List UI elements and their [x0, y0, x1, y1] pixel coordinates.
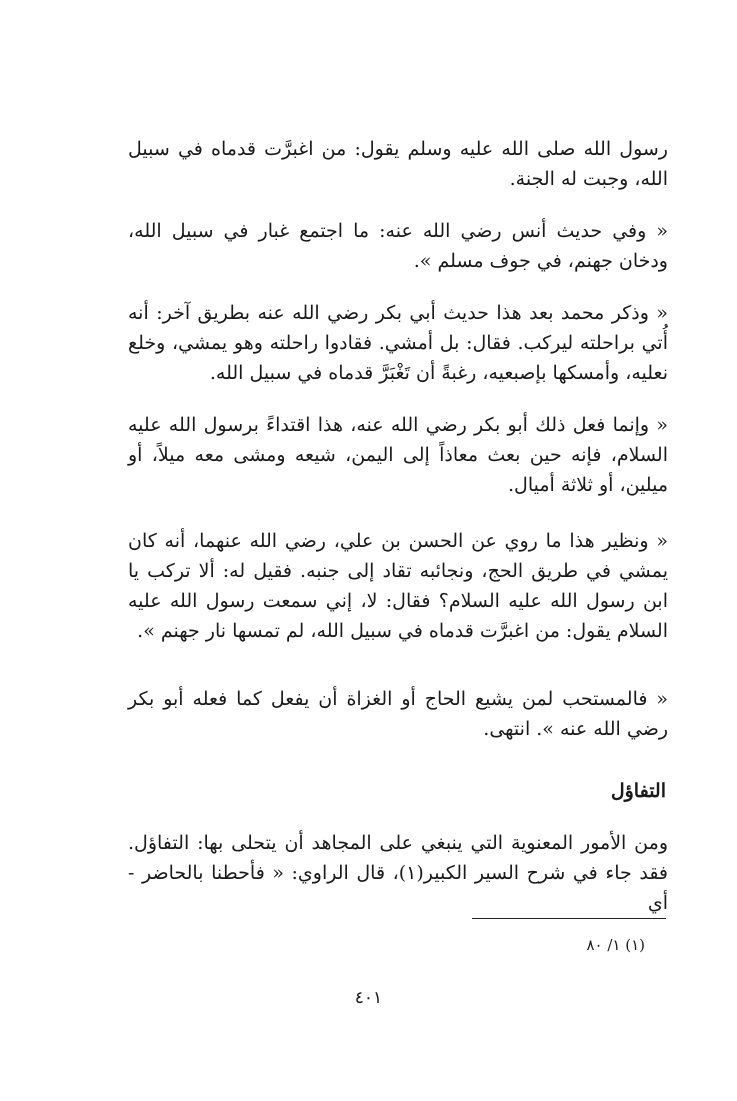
body-text-block: [128, 298, 668, 388]
paragraph-6: « فالمستحب لمن يشيع الحاج أو الغزاة أن يفعل كما فعله أبو بكر رضي الله عنه ». انتهى.: [128, 688, 668, 740]
body-text-block: [128, 828, 668, 918]
paragraph-2: « وفي حديث أنس رضي الله عنه: ما اجتمع غبار في سبيل الله، ودخان جهنم، في جوف مسلم ».: [128, 220, 668, 272]
paragraph-4: « وإنما فعل ذلك أبو بكر رضي الله عنه، هذا اقتداءً برسول الله عليه السلام، فإنه حين بعث معاذاً إلى اليمن، شيعه ومشى معه ميلاً، أو ميلين، أو ثلاثة أميال.: [128, 414, 668, 496]
body-text-block: [128, 526, 668, 646]
footnote-divider: [472, 918, 666, 919]
body-text-block: [128, 410, 668, 500]
section-heading: التفاؤل: [610, 780, 666, 802]
paragraph-3: « وذكر محمد بعد هذا حديث أبي بكر رضي الله عنه بطريق آخر: أنه أُتي براحلته ليركب. فقال: بل أمشي. فقادوا راحلته وهو يمشي، وخلع نعليه، وأمسكها بإصبعيه، رغبةً أن تَغْبَرَّ قدماه في سبيل الله.: [128, 302, 668, 384]
paragraph-5: « ونظير هذا ما روي عن الحسن بن علي، رضي الله عنهما، أنه كان يمشي في طريق الحج، ونجائبه تقاد إلى جنبه. فقيل له: ألا تركب يا ابن رسول الله عليه السلام؟ فقال: لا، إني سمعت رسول الله عليه السلام يقول: من اغبرَّت قدماه في سبيل الله، لم تمسها نار جهنم ».: [128, 530, 668, 642]
page-number: ٤٠١: [354, 988, 383, 1008]
footnote: (١) ١/ ٨٠: [586, 936, 645, 954]
body-text-block: [128, 134, 668, 194]
paragraph-7: ومن الأمور المعنوية التي ينبغي على المجاهد أن يتحلى بها: التفاؤل. فقد جاء في شرح السير الكبير(١)، قال الراوي: « فأحطنا بالحاضر - أي: [128, 832, 669, 914]
paragraph-1: رسول الله صلى الله عليه وسلم يقول: من اغبرَّت قدماه في سبيل الله، وجبت له الجنة.: [128, 138, 668, 190]
body-text-block: [128, 684, 668, 744]
body-text-block: [128, 216, 668, 276]
